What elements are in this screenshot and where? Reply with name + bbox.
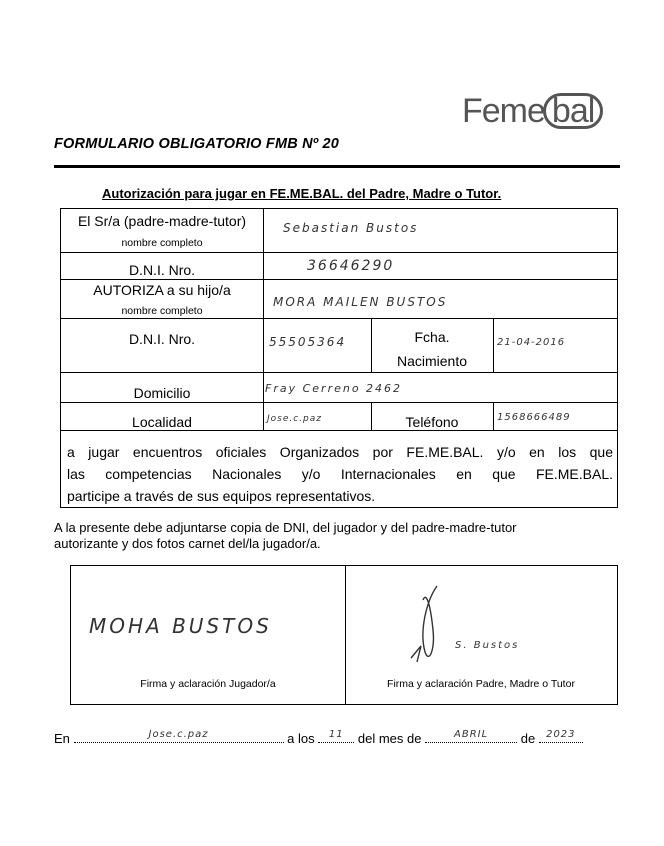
paragraph-line-3: participe a través de sus equipos representativos. [67, 488, 376, 504]
paragraph-line-2: las competencias Nacionales y/o Internacionales en que FE.ME.BAL. [67, 466, 613, 482]
authorization-paragraph [67, 441, 613, 507]
address-label: Domicilio [133, 385, 191, 401]
date-place-line [54, 730, 583, 746]
player-signature: MOHA BUSTOS [89, 614, 272, 638]
tutor-dni-value: 36646290 [307, 258, 395, 274]
birth-label-line2: Nacimiento [396, 353, 468, 369]
note-line-1: A la presente debe adjuntarse copia de DNI, del jugador y del padre-madre-tutor [54, 520, 517, 535]
femebal-logo: Feme bal [462, 92, 603, 131]
birth-label-line1: Fcha. [414, 329, 450, 345]
address-value: Fray Cerreno 2462 [265, 382, 403, 395]
form-subtitle: Autorización para jugar en FE.ME.BAL. del Padre, Madre o Tutor. [102, 186, 502, 201]
footer-a-los: a los [287, 731, 315, 746]
tutor-sublabel: nombre completo [121, 237, 203, 249]
city-label: Localidad [132, 414, 192, 430]
paragraph-line-1: a jugar encuentros oficiales Organizados por FE.ME.BAL. y/o en los que [67, 444, 613, 460]
tutor-label: El Sr/a (padre-madre-tutor) [77, 213, 247, 229]
authorization-table [60, 208, 618, 508]
birth-date-value: 21-04-2016 [497, 337, 566, 348]
city-value: Jose.c.paz [267, 414, 323, 424]
footer-month-value: ABRIL [454, 729, 489, 740]
child-dni-value: 55505364 [269, 335, 347, 349]
signature-box [70, 565, 618, 705]
form-title: FORMULARIO OBLIGATORIO FMB Nº 20 [54, 136, 340, 152]
child-sublabel: nombre completo [121, 305, 203, 317]
tutor-signature-scribble [397, 580, 457, 670]
attachment-note [54, 520, 614, 552]
tutor-signature-caption: Firma y aclaración Padre, Madre o Tutor [387, 678, 575, 690]
tutor-signature-text: S. Bustos [455, 640, 520, 651]
tutor-name-value: Sebastian Bustos [283, 221, 419, 235]
title-rule [54, 165, 620, 168]
footer-de: de [520, 731, 536, 746]
footer-year-value: 2023 [546, 729, 576, 740]
child-name-value: MORA MAILEN BUSTOS [273, 295, 448, 309]
footer-del-mes: del mes de [357, 731, 422, 746]
footer-en: En [54, 731, 70, 746]
phone-value: 1568666489 [497, 412, 571, 423]
player-signature-caption: Firma y aclaración Jugador/a [140, 678, 276, 690]
tutor-dni-label: D.N.I. Nro. [128, 262, 196, 278]
note-line-2: autorizante y dos fotos carnet del/la jugador/a. [54, 536, 321, 551]
child-label: AUTORIZA a su hijo/a [93, 282, 231, 298]
footer-day-value: 11 [328, 729, 344, 740]
footer-place-value: Jose.c.paz [148, 729, 209, 740]
phone-label: Teléfono [405, 414, 459, 430]
child-dni-label: D.N.I. Nro. [128, 331, 196, 347]
